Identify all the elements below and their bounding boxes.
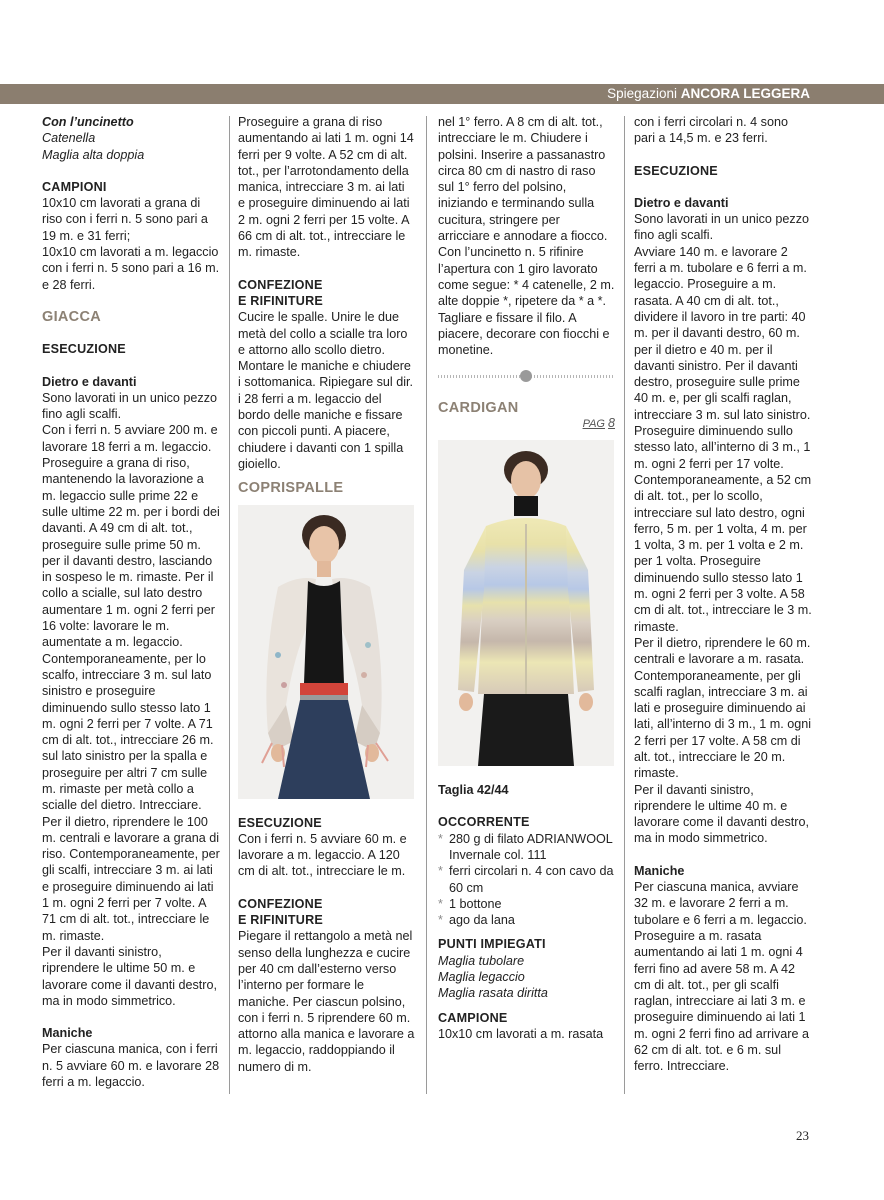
rifiniture-heading: E RIFINITURE (238, 913, 323, 928)
punti-heading: PUNTI IMPIEGATI (438, 937, 546, 952)
list-item: * 1 bottone (438, 896, 502, 911)
instruction-paragraph: Sono lavorati in un unico pezzo fino agli scalfi. (634, 212, 810, 243)
subheading-maniche: Maniche (42, 1026, 93, 1041)
instruction-paragraph: Per il dietro, riprendere le 100 m. centrali e lavorare a grana di riso. Contemporaneamente, per gli scalfi, intrecciare 3 m. ai lati e proseguire diminuendo ai lati 1 m. ogni 2 ferri per 7 volte. A 71 cm di alt. tot., intrecciare le m. rimaste. (42, 814, 220, 943)
stitch-item: Maglia alta doppia (42, 147, 145, 162)
instruction-paragraph: con i ferri circolari n. 4 sono pari a 14,5 m. e 23 ferri. (634, 115, 788, 146)
cardigan-photo (438, 440, 614, 766)
campione-line: 10x10 cm lavorati a grana di riso con i ferri n. 5 sono pari a 19 m. e 31 ferri; (42, 196, 208, 243)
column-divider (229, 116, 230, 1094)
campioni-heading: CAMPIONI (42, 179, 107, 194)
instruction-paragraph: nel 1° ferro. A 8 cm di alt. tot., intrecciare le m. Chiudere i polsini. Inserire a passanastro circa 80 cm di nastro di raso sul 1° ferro del polsino, iniziando e terminando sulla cucitura, stringere per arricciare e annodare a fiocco. Con l’uncinetto n. 5 rifinire l’apertura con 1 giro lavorato come segue: * 4 catenelle, 2 m. alte doppie *, ripetere da * a *. Tagliare e fissare il filo. A piacere, decorare con fiocchi e monetine. (438, 115, 615, 358)
page-ref-prefix: PAG (582, 417, 605, 430)
confezione-heading: CONFEZIONE (238, 896, 323, 911)
size-label: Taglia 42/44 (438, 783, 509, 798)
instruction-paragraph: Cucire le spalle. Unire le due metà del collo a scialle tra loro e attorno allo scollo dietro. Montare le maniche e chiudere i sottomanica. Ripiegare sul dir. i 28 ferri a m. legaccio del bordo delle maniche e fissare con piccoli punti. A piacere, chiudere i davanti con 1 spilla gioiello. (238, 310, 413, 471)
list-item: * ago da lana (438, 913, 515, 928)
esecuzione-heading: ESECUZIONE (238, 815, 322, 830)
instruction-paragraph: Per ciascuna manica, avviare 32 m. e lavorare 2 ferri a m. tubolare e 6 ferri a m. legaccio. Proseguire a m. rasata aumentando ai lati 1 m. ogni 4 ferri fino ad avere 58 m. A 42 cm di alt. tot., per gli scalfi raglan, intrecciare ai lati 3 m. e proseguire diminuendo ai lati 1 m. ogni 2 ferri fino ad arrivare a 62 cm di alt. tot. e 6 m. sul ferro. Intrecciare. (634, 880, 809, 1074)
occorrente-heading: OCCORRENTE (438, 815, 530, 830)
page-ref-number: 8 (608, 415, 615, 430)
stitch-item: Maglia rasata diritta (438, 986, 548, 1001)
instruction-paragraph: Per il dietro, riprendere le 60 m. centrali e lavorare a m. rasata. Contemporaneamente, per gli scalfi raglan, intrecciare 3 m. ai lati e proseguire diminuendo ai lati, all’interno di 3 m., 1 m. ogni 2 ferri per 17 volte. A 58 cm di alt. tot., intrecciare le 20 m. rimaste. (634, 635, 812, 781)
confezione-heading: CONFEZIONE (238, 277, 323, 292)
list-item: * ferri circolari n. 4 con cavo da 60 cm (438, 864, 614, 895)
esecuzione-heading: ESECUZIONE (42, 342, 126, 357)
subheading-maniche: Maniche (634, 863, 685, 878)
section-title-coprispalle: COPRISPALLE (238, 480, 344, 497)
model-figure-icon (438, 440, 614, 766)
page-number: 23 (796, 1128, 809, 1143)
instruction-paragraph: Sono lavorati in un unico pezzo fino agli scalfi. (42, 390, 218, 422)
instruction-paragraph: Per il davanti sinistro, riprendere le ultime 50 m. e lavorare come il davanti destro, ma in modo simmetrico. (42, 944, 217, 1008)
stitch-item: Maglia legaccio (438, 970, 525, 985)
tool-line: Con l’uncinetto (42, 115, 134, 129)
instruction-paragraph: Avviare 140 m. e lavorare 2 ferri a m. tubolare e 6 ferri a m. legaccio. Proseguire a m. rasata. A 40 cm di alt. tot., dividere il lavoro in tre parti: 40 m. per il davanti destro, 60 m. per il dietro e 40 m. per il davanti sinistro. Per il davanti destro, proseguire sulle prime 40 m. e, per gli scalfi raglan, intrecciare 3 m. sul lato sinistro. Proseguire diminuendo sullo stesso lato, all’interno di 3 m., 1 m. ogni 2 ferri per 17 volte. Contemporaneamente, a 52 cm di alt. tot., per lo scollo, intrecciare sul lato destro, ogni ferro, 5 m. per 1 volta, 4 m. per 1 volta, 3 m. per 1 volta e 2 m. per 1 volta. Proseguire diminuendo sullo stesso lato 1 m. ogni 2 ferri per 3 volte. A 58 cm di alt. tot., intrecciare le 3 m. rimaste. (634, 244, 812, 634)
column-4 (634, 114, 812, 1075)
coprispalle-photo (238, 505, 414, 799)
column-divider (426, 116, 427, 1094)
header-prefix: Spiegazioni (607, 86, 677, 101)
model-figure-icon (238, 505, 414, 799)
column-1 (42, 114, 220, 1090)
instruction-paragraph: Per il davanti sinistro, riprendere le ultime 40 m. e lavorare come il davanti destro, ma in modo simmetrico. (634, 782, 809, 846)
page-reference (438, 415, 615, 432)
instruction-paragraph: Proseguire a grana di riso aumentando ai lati 1 m. ogni 14 ferri per 9 volte. A 52 cm di alt. tot., per l’arrotondamento della manica, intrecciare 3 m. ai lati e proseguire diminuendo ai lati 2 m. ogni 2 ferri per 15 volte. A 66 cm di alt. tot., intrecciare le m. rimaste. (238, 115, 414, 260)
column-3 (438, 114, 615, 1042)
rifiniture-heading: E RIFINITURE (238, 293, 323, 308)
stitch-item: Maglia tubolare (438, 953, 525, 968)
esecuzione-heading: ESECUZIONE (634, 163, 718, 178)
list-item: * 280 g di filato ADRIANWOOL Invernale col. 111 (438, 831, 613, 862)
header-magazine-title: ANCORA LEGGERA (680, 86, 810, 101)
subheading-dietro: Dietro e davanti (634, 195, 729, 210)
stitch-item: Catenella (42, 131, 96, 146)
slider-knob (520, 370, 532, 382)
section-title-cardigan: CARDIGAN (438, 400, 519, 417)
instruction-paragraph: Con i ferri n. 5 avviare 200 m. e lavorare 18 ferri a m. legaccio. Proseguire a grana di riso, mantenendo la lavorazione a m. legaccio sulle prime 22 e sulle ultime 22 m. per i bordi dei davanti. A 49 cm di alt. tot., proseguire sulle prime 50 m. per il davanti destro, lasciando in sospeso le m. rimaste. Per il collo a scialle, sul lato destro aumentare 1 m. ogni 2 ferri per 16 volte: lavorare le m. aumentate a m. legaccio. Contemporaneamente, per lo scalfo, intrecciare 3 m. sul lato sinistro e proseguire diminuendo sullo stesso lato 1 m. ogni 2 ferri per 7 volte. A 71 cm di alt. tot., intrecciare 26 m. sul lato sinistro per la spalla e proseguire per altri 7 cm sulle m. rimaste per metà collo a scialle del dietro. Intrecciare. (42, 423, 220, 813)
section-divider-slider (438, 368, 615, 384)
instruction-paragraph: 10x10 cm lavorati a m. rasata (438, 1026, 604, 1041)
campione-heading: CAMPIONE (438, 1010, 508, 1025)
instruction-paragraph: Con i ferri n. 5 avviare 60 m. e lavorare a m. legaccio. A 120 cm di alt. tot., intrecciare le m. (238, 831, 407, 879)
campione-line: 10x10 cm lavorati a m. legaccio con i ferri n. 5 sono pari a 16 m. e 28 ferri. (42, 245, 220, 292)
section-title-giacca: GIACCA (42, 308, 101, 325)
column-divider (624, 116, 625, 1094)
header-title (607, 86, 810, 102)
column-2 (238, 114, 415, 1075)
instruction-paragraph: Piegare il rettangolo a metà nel senso della lunghezza e cucire per 40 cm dall’esterno verso l’interno per formare le maniche. Per ciascun polsino, con i ferri n. 5 riprendere 60 m. attorno alla manica e lavorare a m. legaccio, raddoppiando il numero di m. (238, 929, 415, 1074)
instruction-paragraph: Per ciascuna manica, con i ferri n. 5 avviare 60 m. e lavorare 28 ferri a m. legaccio. (42, 1042, 220, 1090)
subheading-dietro: Dietro e davanti (42, 374, 137, 389)
